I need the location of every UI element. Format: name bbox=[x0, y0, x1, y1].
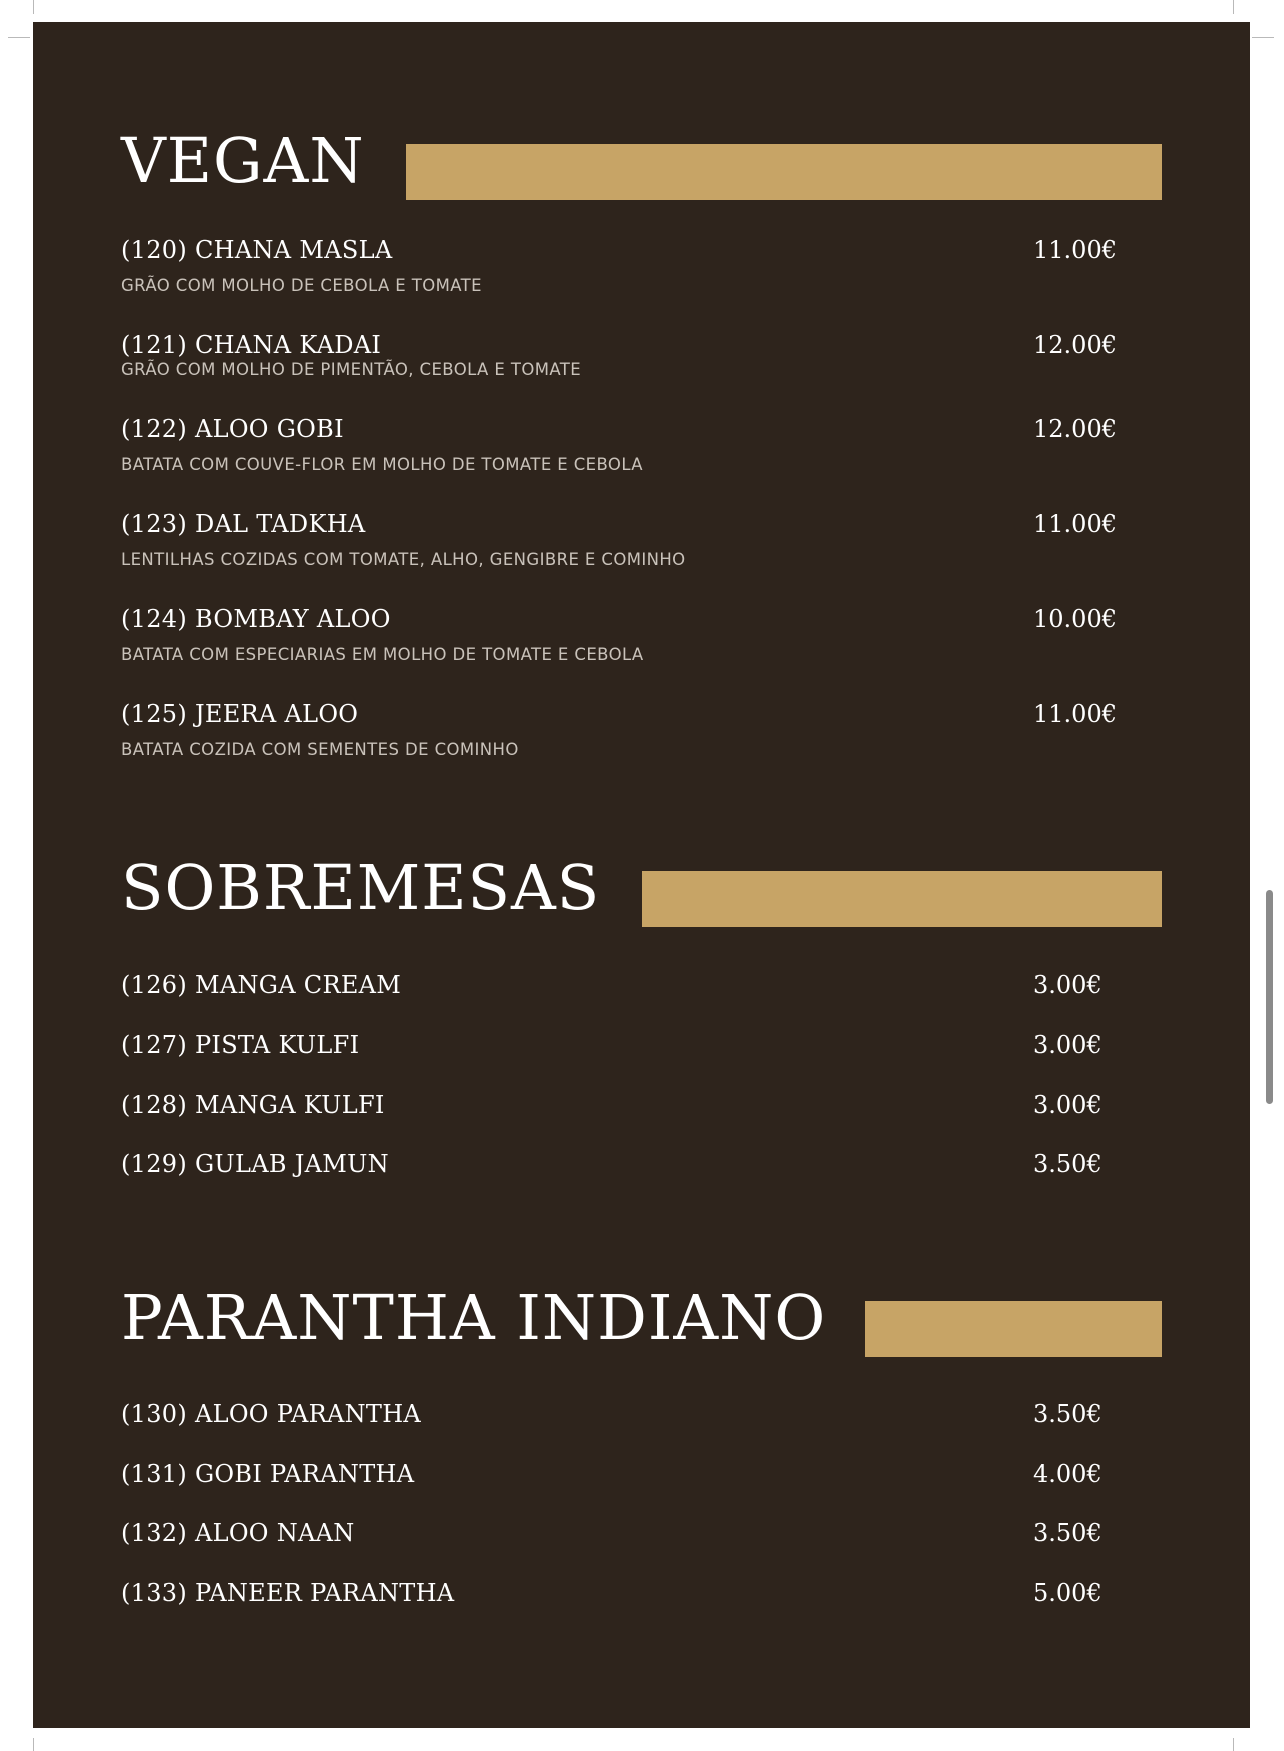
section-vegan bbox=[121, 116, 1162, 759]
scrollbar-thumb[interactable] bbox=[1266, 890, 1273, 1104]
item-description: BATATA COM COUVE-FLOR EM MOLHO DE TOMATE E CEBOLA bbox=[121, 455, 643, 474]
item-name: (130) ALOO PARANTHA bbox=[121, 1400, 422, 1428]
crop-mark bbox=[1252, 37, 1274, 38]
item-name: (131) GOBI PARANTHA bbox=[121, 1460, 415, 1488]
item-name: (132) ALOO NAAN bbox=[121, 1519, 355, 1547]
menu-page bbox=[33, 22, 1250, 1728]
item-price: 3.00€ bbox=[1033, 1031, 1102, 1059]
section-sobremesas bbox=[121, 843, 1162, 1178]
item-name: (128) MANGA KULFI bbox=[121, 1091, 385, 1119]
section-header bbox=[121, 843, 1162, 933]
accent-bar bbox=[642, 871, 1162, 927]
crop-mark bbox=[33, 0, 34, 14]
item-price: 11.00€ bbox=[1033, 700, 1117, 728]
item-price: 11.00€ bbox=[1033, 510, 1117, 538]
item-price: 5.00€ bbox=[1033, 1579, 1102, 1607]
item-price: 11.00€ bbox=[1033, 236, 1117, 264]
section-parantha-indiano bbox=[121, 1273, 1162, 1607]
crop-mark bbox=[1233, 1738, 1234, 1751]
section-header bbox=[121, 116, 1162, 206]
item-name: (120) CHANA MASLA bbox=[121, 236, 393, 264]
item-price: 3.00€ bbox=[1033, 1091, 1102, 1119]
item-name: (124) BOMBAY ALOO bbox=[121, 605, 391, 633]
item-name: (133) PANEER PARANTHA bbox=[121, 1579, 455, 1607]
item-name: (121) CHANA KADAI bbox=[121, 331, 382, 359]
item-name: (122) ALOO GOBI bbox=[121, 415, 344, 443]
item-name: (123) DAL TADKHA bbox=[121, 510, 366, 538]
item-price: 3.50€ bbox=[1033, 1519, 1102, 1547]
item-description: GRÃO COM MOLHO DE PIMENTÃO, CEBOLA E TOMATE bbox=[121, 360, 582, 379]
item-name: (126) MANGA CREAM bbox=[121, 971, 402, 999]
item-price: 3.00€ bbox=[1033, 971, 1102, 999]
item-price: 12.00€ bbox=[1033, 415, 1117, 443]
item-name: (129) GULAB JAMUN bbox=[121, 1150, 389, 1178]
crop-mark bbox=[8, 37, 30, 38]
item-description: LENTILHAS COZIDAS COM TOMATE, ALHO, GENGIBRE E COMINHO bbox=[121, 550, 686, 569]
accent-bar bbox=[865, 1301, 1162, 1357]
item-price: 3.50€ bbox=[1033, 1400, 1102, 1428]
section-title: PARANTHA INDIANO bbox=[121, 1281, 827, 1354]
item-price: 3.50€ bbox=[1033, 1150, 1102, 1178]
item-price: 4.00€ bbox=[1033, 1460, 1102, 1488]
item-name: (127) PISTA KULFI bbox=[121, 1031, 360, 1059]
section-title: SOBREMESAS bbox=[121, 851, 601, 924]
item-description: BATATA COM ESPECIARIAS EM MOLHO DE TOMATE E CEBOLA bbox=[121, 645, 644, 664]
section-header bbox=[121, 1273, 1162, 1363]
crop-mark bbox=[1233, 0, 1234, 14]
crop-mark bbox=[33, 1738, 34, 1751]
item-description: GRÃO COM MOLHO DE CEBOLA E TOMATE bbox=[121, 276, 482, 295]
accent-bar bbox=[406, 144, 1162, 200]
item-description: BATATA COZIDA COM SEMENTES DE COMINHO bbox=[121, 740, 519, 759]
item-price: 10.00€ bbox=[1033, 605, 1117, 633]
section-title: VEGAN bbox=[121, 124, 365, 197]
item-name: (125) JEERA ALOO bbox=[121, 700, 359, 728]
item-price: 12.00€ bbox=[1033, 331, 1117, 359]
